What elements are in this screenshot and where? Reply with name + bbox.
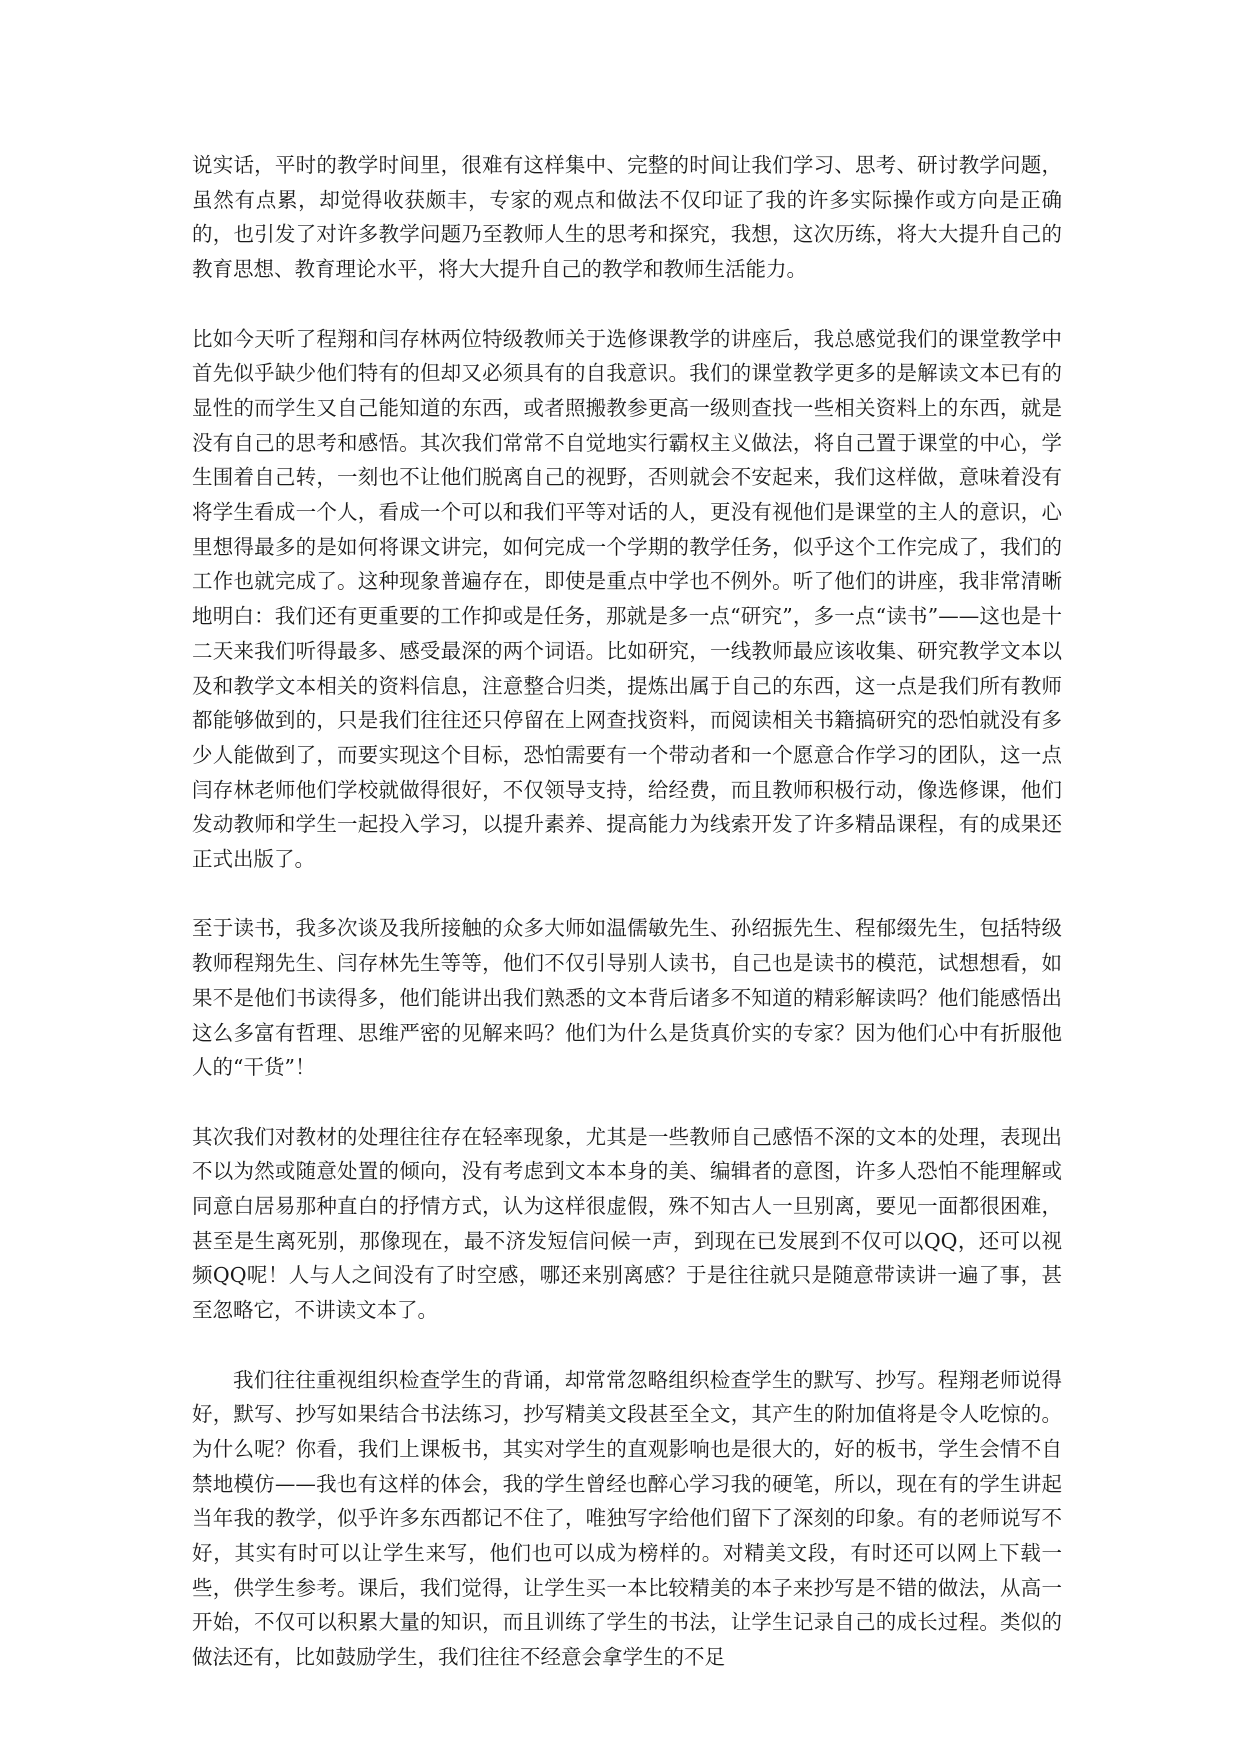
document-page (192, 148, 1062, 1710)
paragraph-textbook-handling: 其次我们对教材的处理往往存在轻率现象，尤其是一些教师自己感悟不深的文本的处理，表现出不以为然或随意处置的倾向，没有考虑到文本本身的美、编辑者的意图，许多人恐怕不能理解或同意白居易那种直白的抒情方式，认为这样很虚假，殊不知古人一旦别离，要见一面都很困难，甚至是生离死别，那像现在，最不济发短信问候一声，到现在已发展到不仅可以QQ，还可以视频QQ呢！人与人之间没有了时空感，哪还来别离感？于是往往就只是随意带读讲一遍了事，甚至忽略它，不讲读文本了。 (192, 1124, 1062, 1323)
paragraph-on-reading: 至于读书，我多次谈及我所接触的众多大师如温儒敏先生、孙绍振先生、程郁缀先生，包括特级教师程翔先生、闫存林先生等等，他们不仅引导别人读书，自己也是读书的模范，试想想看，如果不是他们书读得多，他们能讲出我们熟悉的文本背后诸多不知道的精彩解读吗？他们能感悟出这么多富有哲理、思维严密的见解来吗？他们为什么是货真价实的专家？因为他们心中有折服他人的“干货”！ (192, 916, 1062, 1080)
paragraph-dictation-copying: 我们往往重视组织检查学生的背诵，却常常忽略组织检查学生的默写、抄写。程翔老师说得好，默写、抄写如果结合书法练习，抄写精美文段甚至全文，其产生的附加值将是令人吃惊的。为什么呢？你看，我们上课板书，其实对学生的直观影响也是很大的，好的板书，学生会情不自禁地模仿——我也有这样的体会，我的学生曾经也醉心学习我的硬笔，所以，现在有的学生讲起当年我的教学，似乎许多东西都记不住了，唯独写字给他们留下了深刻的印象。有的老师说写不好，其实有时可以让学生来写，他们也可以成为榜样的。对精美文段，有时还可以网上下载一些，供学生参考。课后，我们觉得，让学生买一本比较精美的本子来抄写是不错的做法，从高一开始，不仅可以积累大量的知识，而且训练了学生的书法，让学生记录自己的成长过程。类似的做法还有，比如鼓励学生，我们往往不经意会拿学生的不足 (192, 1367, 1062, 1670)
paragraph-reflection-intro: 说实话，平时的教学时间里，很难有这样集中、完整的时间让我们学习、思考、研讨教学问题，虽然有点累，却觉得收获颇丰，专家的观点和做法不仅印证了我的许多实际操作或方向是正确的，也引发了对许多教学问题乃至教师人生的思考和探究，我想，这次历练，将大大提升自己的教育思想、教育理论水平，将大大提升自己的教学和教师生活能力。 (192, 153, 1062, 282)
paragraph-research-and-reading: 比如今天听了程翔和闫存林两位特级教师关于选修课教学的讲座后，我总感觉我们的课堂教学中首先似乎缺少他们特有的但却又必须具有的自我意识。我们的课堂教学更多的是解读文本已有的显性的而学生又自己能知道的东西，或者照搬教参更高一级则查找一些相关资料上的东西，就是没有自己的思考和感悟。其次我们常常不自觉地实行霸权主义做法，将自己置于课堂的中心，学生围着自己转，一刻也不让他们脱离自己的视野，否则就会不安起来，我们这样做，意味着没有将学生看成一个人，看成一个可以和我们平等对话的人，更没有视他们是课堂的主人的意识，心里想得最多的是如何将课文讲完，如何完成一个学期的教学任务，似乎这个工作完成了，我们的工作也就完成了。这种现象普遍存在，即使是重点中学也不例外。听了他们的讲座，我非常清晰地明白：我们还有更重要的工作抑或是任务，那就是多一点“研究”，多一点“读书”——这也是十二天来我们听得最多、感受最深的两个词语。比如研究，一线教师最应该收集、研究教学文本以及和教学文本相关的资料信息，注意整合归类，提炼出属于自己的东西，这一点是我们所有教师都能够做到的，只是我们往往还只停留在上网查找资料，而阅读相关书籍搞研究的恐怕就没有多少人能做到了，而要实现这个目标，恐怕需要有一个带动者和一个愿意合作学习的团队，这一点闫存林老师他们学校就做得很好，不仅领导支持，给经费，而且教师积极行动，像选修课，他们发动教师和学生一起投入学习，以提升素养、提高能力为线索开发了许多精品课程，有的成果还正式出版了。 (192, 326, 1062, 872)
